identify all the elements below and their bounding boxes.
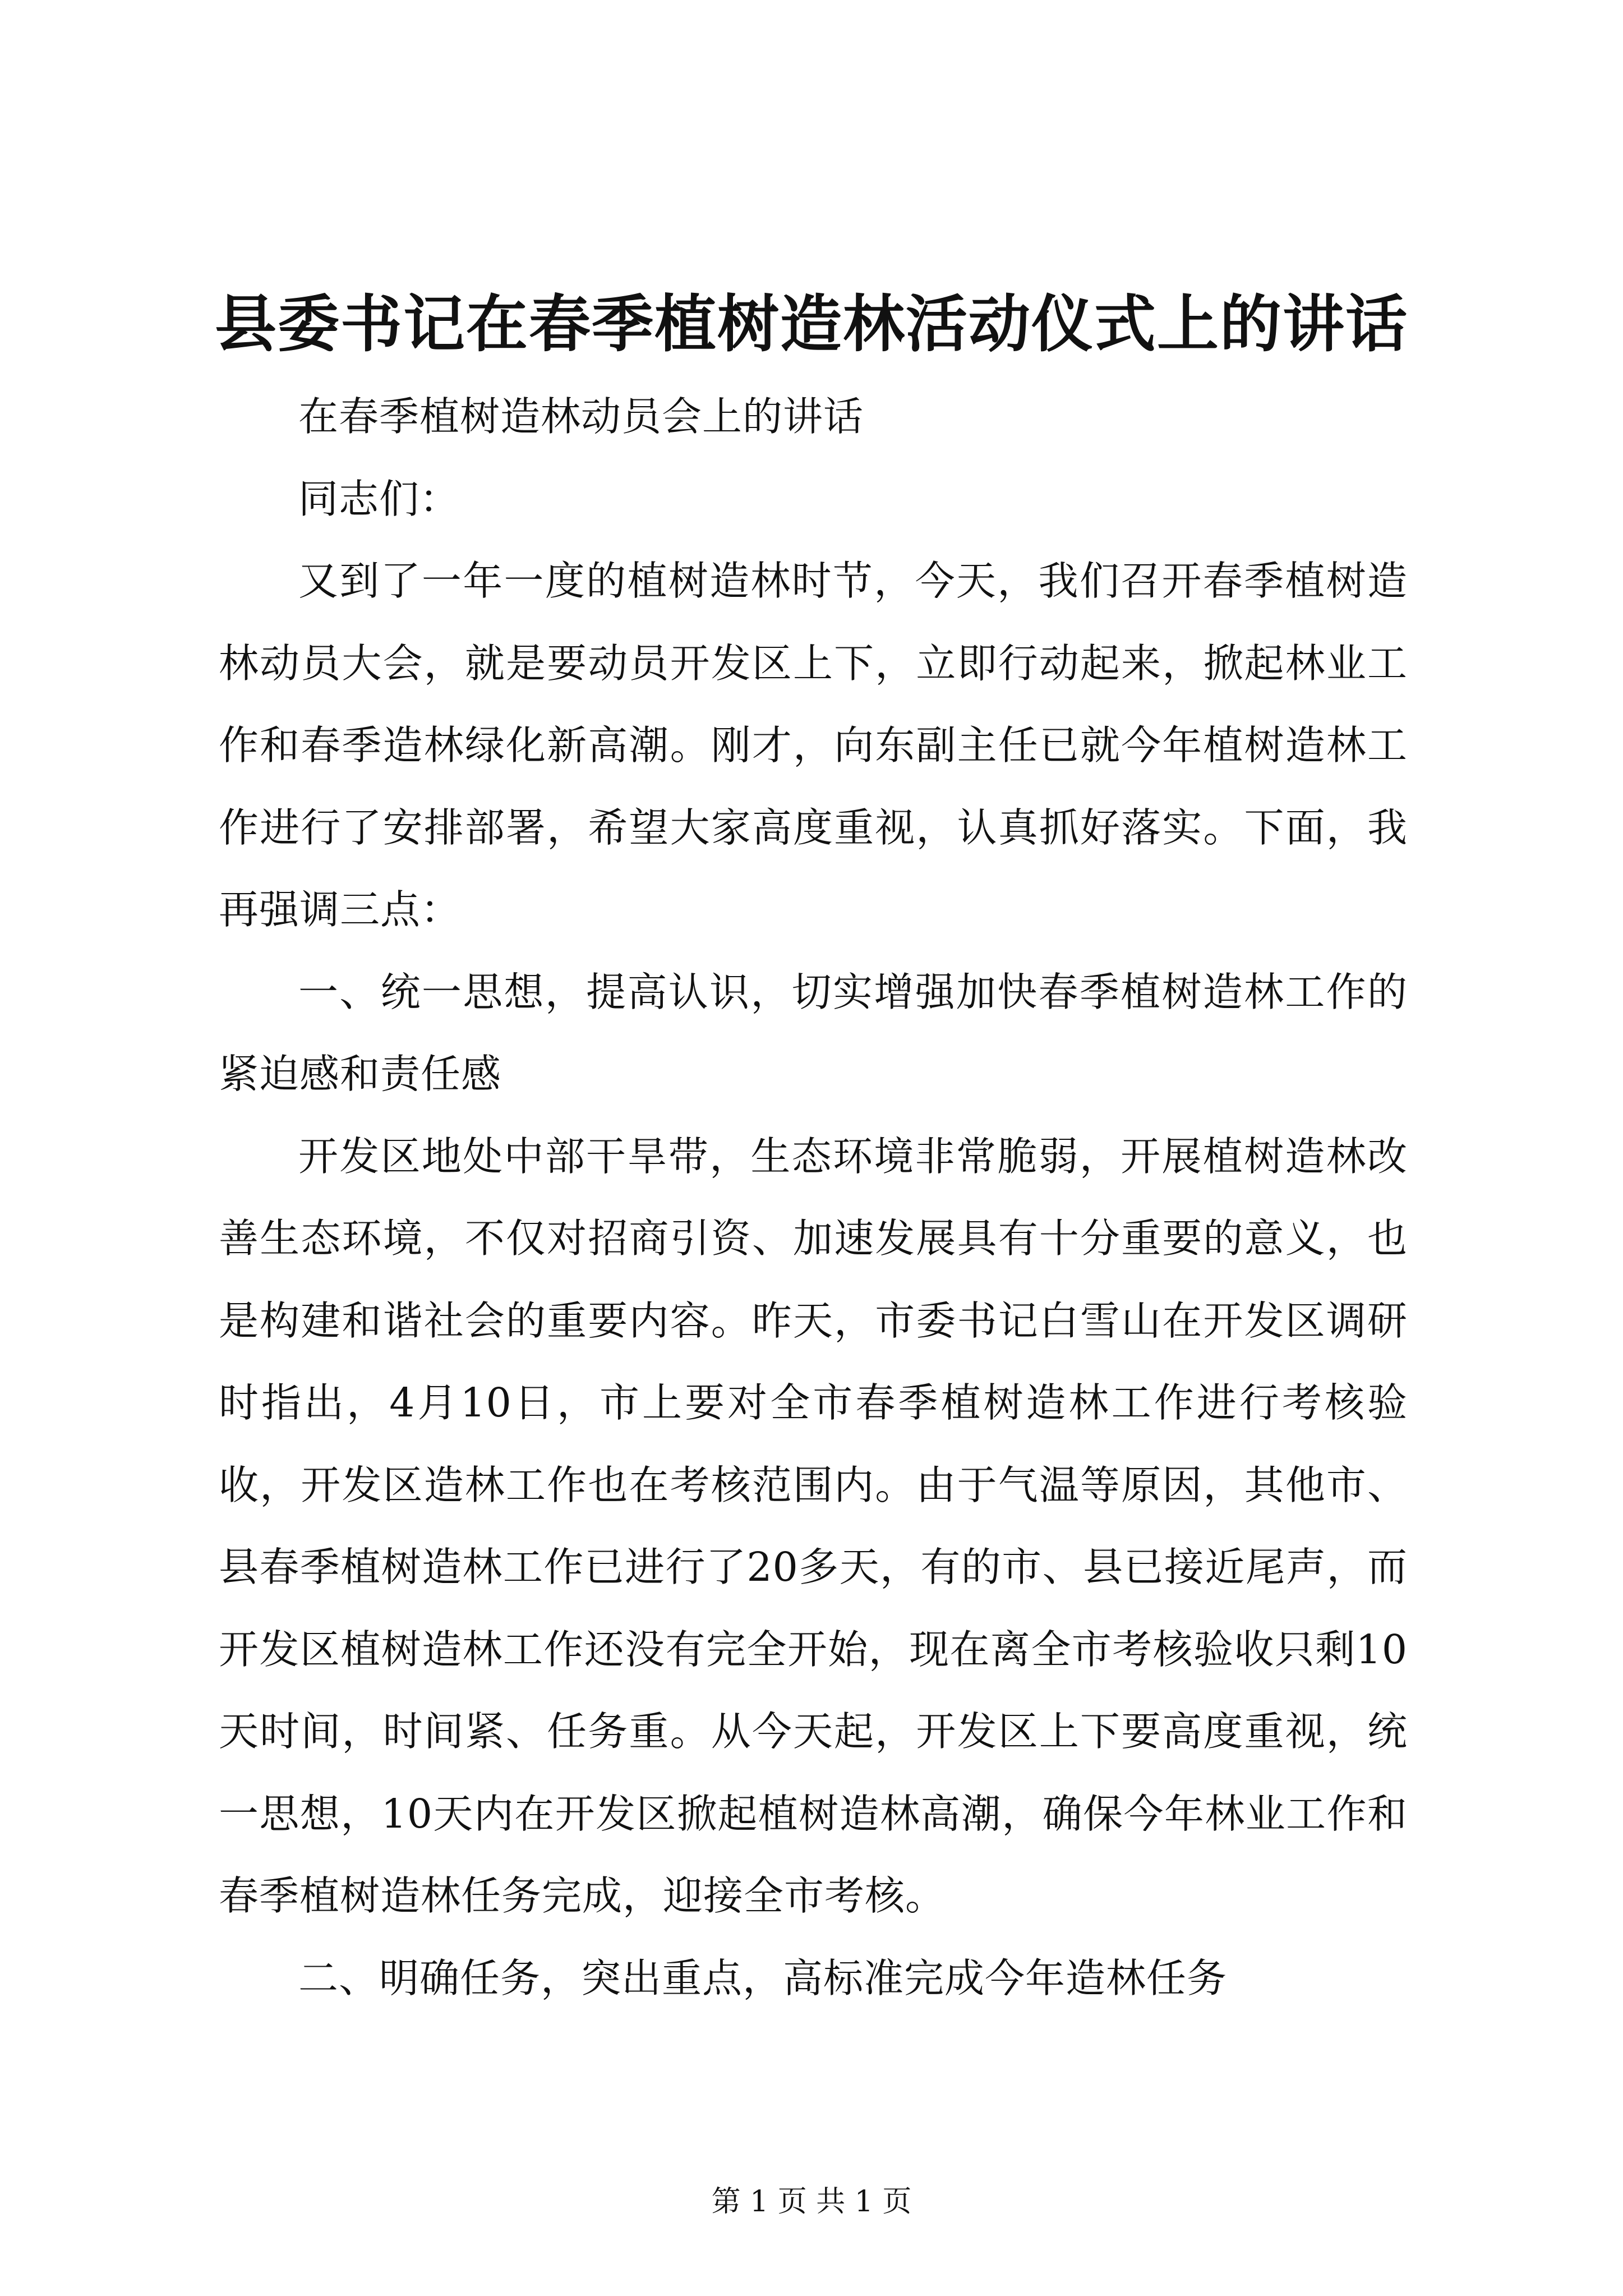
section-one-body: 开发区地处中部干旱带，生态环境非常脆弱，开展植树造林改善生态环境，不仅对招商引资、加速发展具有十分重要的意义，也是构建和谐社会的重要内容。昨天，市委书记白雪山在开发区调研时指出，4月10日，市上要对全市春季植树造林工作进行考核验收，开发区造林工作也在考核范围内。由于气温等原因，其他市、县春季植树造林工作已进行了20多天，有的市、县已接近尾声，而开发区植树造林工作还没有完全开始，现在离全市考核验收只剩10天时间，时间紧、任务重。从今天起，开发区上下要高度重视，统一思想，10天内在开发区掀起植树造林高潮，确保今年林业工作和春季植树造林任务完成，迎接全市考核。 bbox=[219, 1133, 1408, 1919]
section-one-heading: 一、统一思想，提高认识，切实增强加快春季植树造林工作的紧迫感和责任感 bbox=[219, 968, 1408, 1097]
page-footer: 第 1 页 共 1 页 bbox=[711, 2185, 912, 2219]
intro-paragraph: 又到了一年一度的植树造林时节，今天，我们召开春季植树造林动员大会，就是要动员开发区上下，立即行动起来，掀起林业工作和春季造林绿化新高潮。刚才，向东副主任已就今年植树造林工作进行了安排部署，希望大家高度重视，认真抓好落实。下面，我再强调三点： bbox=[219, 558, 1408, 933]
document-body bbox=[219, 376, 1408, 2019]
document-title: 县委书记在春季植树造林活动仪式上的讲话 bbox=[215, 288, 1408, 360]
section-two-heading: 二、明确任务，突出重点，高标准完成今年造林任务 bbox=[298, 1954, 1228, 2001]
subtitle-paragraph: 在春季植树造林动员会上的讲话 bbox=[298, 393, 864, 440]
salutation-paragraph: 同志们： bbox=[298, 475, 460, 522]
